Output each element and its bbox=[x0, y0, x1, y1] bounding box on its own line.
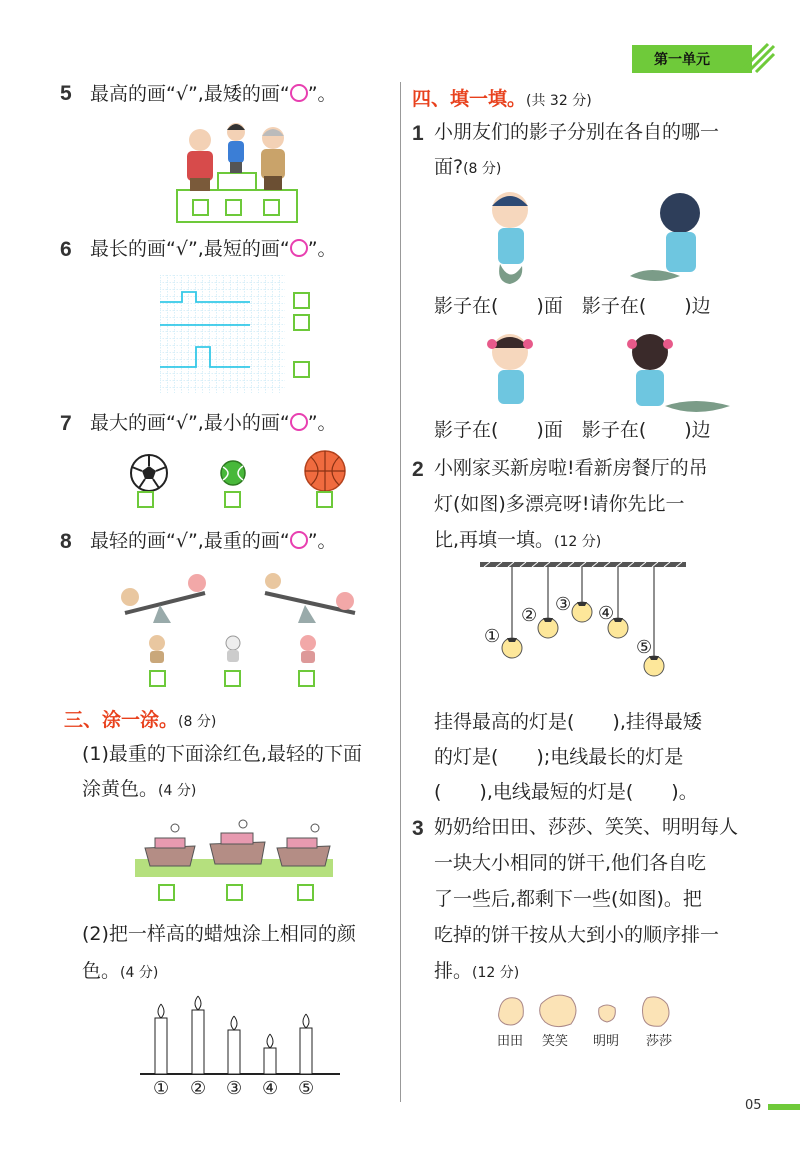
grid-lines-illustration bbox=[160, 275, 285, 393]
stripe-logo-icon bbox=[736, 36, 776, 76]
candle-label-4: ④ bbox=[262, 1078, 279, 1099]
r-q3-line5 bbox=[434, 952, 519, 992]
r-q2-line1: 小刚家买新房啦!看新房餐厅的吊 bbox=[434, 457, 708, 479]
boats-illustration bbox=[135, 818, 333, 882]
s3-p1-points: (4 分) bbox=[158, 783, 197, 799]
answer-box-s3-2[interactable] bbox=[226, 884, 243, 901]
q7-text-b: ”。 bbox=[307, 412, 337, 434]
q5-text-b: ”。 bbox=[307, 83, 337, 105]
q7-text-a: 最大的画“√”,最小的画“ bbox=[90, 412, 290, 434]
r-q3-line4: 吃掉的饼干按从大到小的顺序排一 bbox=[434, 924, 720, 946]
q8-text-b: ”。 bbox=[307, 530, 337, 552]
shadow-boy-illustration bbox=[480, 188, 740, 288]
s3-p1-line2 bbox=[82, 770, 196, 810]
ceiling-lamps-illustration bbox=[478, 560, 688, 690]
r-q1-points: (8 分) bbox=[463, 161, 502, 177]
q6-text-b: ”。 bbox=[307, 238, 337, 260]
r-q3-number: 3 bbox=[412, 817, 424, 840]
s3-p2-line2 bbox=[82, 952, 158, 992]
unit-label: 第一单元 bbox=[654, 52, 710, 68]
r-q1-line1: 小朋友们的影子分别在各自的哪一 bbox=[434, 121, 720, 143]
s3-p1-line2-text: 涂黄色。 bbox=[82, 778, 159, 800]
answer-box-q6-3[interactable] bbox=[293, 361, 310, 378]
q5-text bbox=[90, 75, 337, 113]
lamp-label-4: ④ bbox=[598, 603, 615, 624]
unit-tag bbox=[632, 45, 752, 73]
r-q1-fill-row1[interactable]: 影子在( )面 影子在( )边 bbox=[434, 295, 711, 317]
lamp-label-2: ② bbox=[521, 605, 538, 626]
page-bar bbox=[768, 1104, 800, 1110]
candles-illustration bbox=[140, 990, 340, 1080]
r-q1-line2 bbox=[434, 148, 501, 188]
q8-number: 8 bbox=[60, 530, 72, 553]
tennis-ball-icon bbox=[218, 458, 248, 488]
r-q2-number: 2 bbox=[412, 458, 424, 481]
cookie-name-4: 莎莎 bbox=[646, 1034, 673, 1049]
answer-box-q6-1[interactable] bbox=[293, 292, 310, 309]
answer-box-s3-3[interactable] bbox=[297, 884, 314, 901]
s3-p2-points: (4 分) bbox=[120, 965, 159, 981]
r-q3-line5-text: 排。 bbox=[434, 960, 473, 982]
basketball-icon bbox=[302, 448, 348, 494]
circle-mark-icon bbox=[290, 413, 308, 431]
section4-points: (共 32 分) bbox=[526, 93, 592, 109]
r-q2-line2: 灯(如图)多漂亮呀!请你先比一 bbox=[434, 493, 685, 515]
cookies-illustration bbox=[495, 990, 685, 1032]
r-q2-answer2[interactable]: 的灯是( );电线最长的灯是 bbox=[434, 746, 684, 768]
column-divider bbox=[400, 82, 401, 1102]
shadow-girl-illustration bbox=[480, 330, 740, 415]
r-q2-line3 bbox=[434, 521, 601, 561]
r-q1-line2-text: 面? bbox=[434, 156, 464, 178]
s3-p1-line1: (1)最重的下面涂红色,最轻的下面 bbox=[82, 743, 362, 765]
s3-p2-line2-text: 色。 bbox=[82, 960, 121, 982]
q6-text bbox=[90, 230, 337, 268]
r-q1-number: 1 bbox=[412, 122, 424, 145]
page-number: 05 bbox=[745, 1098, 762, 1113]
answer-box-q8-2[interactable] bbox=[224, 670, 241, 687]
answer-box-q7-2[interactable] bbox=[224, 491, 241, 508]
cookie-name-1: 田田 bbox=[497, 1034, 524, 1049]
soccer-ball-icon bbox=[128, 452, 170, 494]
circle-mark-icon bbox=[290, 84, 308, 102]
r-q3-line1: 奶奶给田田、莎莎、笑笑、明明每人 bbox=[434, 816, 739, 838]
r-q1-fill-row2[interactable]: 影子在( )面 影子在( )边 bbox=[434, 419, 711, 441]
r-q2-answer1[interactable]: 挂得最高的灯是( ),挂得最矮 bbox=[434, 711, 702, 733]
seesaw-animals-illustration bbox=[115, 565, 365, 670]
q8-text-a: 最轻的画“√”,最重的画“ bbox=[90, 530, 290, 552]
candle-label-2: ② bbox=[190, 1078, 207, 1099]
q8-text bbox=[90, 522, 337, 560]
lamp-label-5: ⑤ bbox=[636, 637, 653, 658]
section3-title bbox=[64, 705, 216, 732]
section3-points: (8 分) bbox=[178, 714, 217, 730]
answer-box-q8-3[interactable] bbox=[298, 670, 315, 687]
answer-box-q5-3[interactable] bbox=[263, 199, 280, 216]
answer-box-q7-1[interactable] bbox=[137, 491, 154, 508]
section4-title-text: 四、填一填。 bbox=[412, 88, 527, 110]
cookie-name-3: 明明 bbox=[593, 1034, 620, 1049]
r-q2-points: (12 分) bbox=[554, 534, 602, 550]
answer-box-q7-3[interactable] bbox=[316, 491, 333, 508]
q5-text-a: 最高的画“√”,最矮的画“ bbox=[90, 83, 290, 105]
q6-number: 6 bbox=[60, 238, 72, 261]
r-q3-line2: 一块大小相同的饼干,他们各自吃 bbox=[434, 852, 707, 874]
candle-label-3: ③ bbox=[226, 1078, 243, 1099]
circle-mark-icon bbox=[290, 531, 308, 549]
q7-number: 7 bbox=[60, 412, 72, 435]
candle-label-5: ⑤ bbox=[298, 1078, 315, 1099]
lamp-label-3: ③ bbox=[555, 594, 572, 615]
candle-label-1: ① bbox=[153, 1078, 170, 1099]
q6-text-a: 最长的画“√”,最短的画“ bbox=[90, 238, 290, 260]
section3-title-text: 三、涂一涂。 bbox=[64, 709, 179, 731]
r-q3-line3: 了一些后,都剩下一些(如图)。把 bbox=[434, 888, 702, 910]
section4-title bbox=[412, 84, 592, 111]
s3-p2-line1: (2)把一样高的蜡烛涂上相同的颜 bbox=[82, 923, 356, 945]
r-q2-line3-text: 比,再填一填。 bbox=[434, 529, 555, 551]
answer-box-q6-2[interactable] bbox=[293, 314, 310, 331]
r-q2-answer3[interactable]: ( ),电线最短的灯是( )。 bbox=[434, 781, 698, 803]
answer-box-q8-1[interactable] bbox=[149, 670, 166, 687]
answer-box-q5-1[interactable] bbox=[192, 199, 209, 216]
answer-box-q5-2[interactable] bbox=[225, 199, 242, 216]
q7-text bbox=[90, 404, 337, 442]
q5-number: 5 bbox=[60, 82, 72, 105]
circle-mark-icon bbox=[290, 239, 308, 257]
r-q3-points: (12 分) bbox=[472, 965, 520, 981]
cookie-name-2: 笑笑 bbox=[542, 1034, 569, 1049]
answer-box-s3-1[interactable] bbox=[158, 884, 175, 901]
lamp-label-1: ① bbox=[484, 626, 501, 647]
